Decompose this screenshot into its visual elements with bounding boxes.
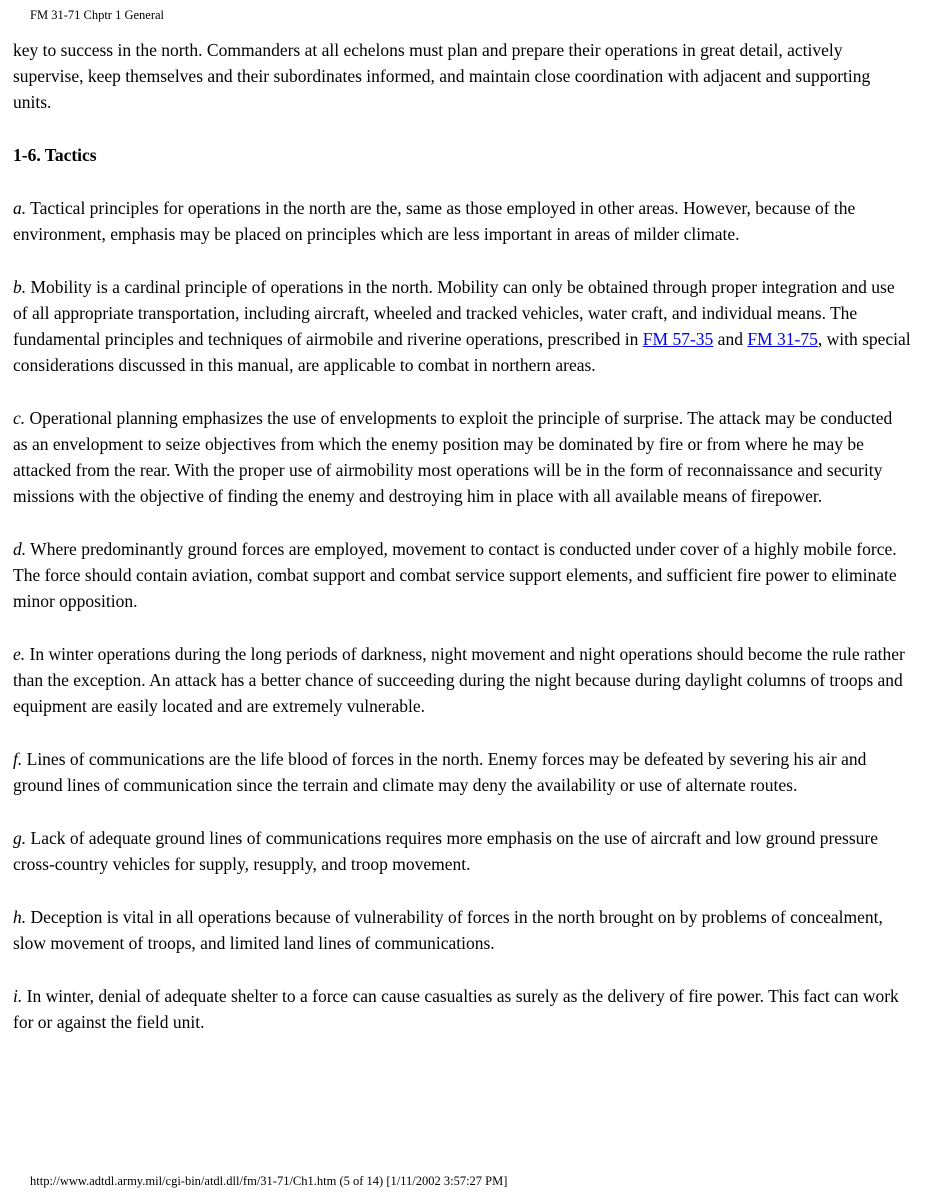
paragraph-e-text: In winter operations during the long periods of darkness, night movement and night operations should become the rule rather than the exception. An attack has a better chance of succeeding during the night because during daylight columns of troops and equipment are easily located and are extremely vulnerable. — [13, 644, 905, 716]
paragraph-e — [13, 641, 911, 719]
paragraph-b — [13, 274, 911, 378]
section-heading: 1-6. Tactics — [13, 145, 97, 165]
link-fm-31-75[interactable]: FM 31-75 — [747, 329, 818, 349]
paragraph-e-label: e. — [13, 644, 26, 664]
paragraph-h-text: Deception is vital in all operations because of vulnerability of forces in the north brought on by problems of concealment, slow movement of troops, and limited land lines of communications. — [13, 907, 883, 953]
paragraph-i-label: i. — [13, 986, 23, 1006]
paragraph-a-text: Tactical principles for operations in the north are the, same as those employed in other areas. However, because of the environment, emphasis may be placed on principles which are less important in areas of milder climate. — [13, 198, 856, 244]
paragraph-h — [13, 904, 911, 956]
paragraph-b-text-2: and — [713, 329, 748, 349]
paragraph-i — [13, 983, 911, 1035]
paragraph-f-label: f. — [13, 749, 23, 769]
paragraph-a-label: a. — [13, 198, 27, 218]
paragraph-b-label: b. — [13, 277, 27, 297]
paragraph-c-label: c. — [13, 408, 26, 428]
document-footer-url: http://www.adtdl.army.mil/cgi-bin/atdl.dll/fm/31-71/Ch1.htm (5 of 14) [1/11/2002 3:57:27 PM] — [30, 1174, 508, 1188]
paragraph-d — [13, 536, 911, 614]
paragraph-g-label: g. — [13, 828, 27, 848]
paragraph-a — [13, 195, 911, 247]
document-body — [13, 37, 911, 1062]
paragraph-g-text: Lack of adequate ground lines of communications requires more emphasis on the use of aircraft and low ground pressure cross-country vehicles for supply, resupply, and troop movement. — [13, 828, 879, 874]
intro-paragraph: key to success in the north. Commanders at all echelons must plan and prepare their operations in great detail, actively supervise, keep themselves and their subordinates informed, and maintain close coordination with adjacent and supporting units. — [13, 40, 871, 112]
paragraph-b-text-1: Mobility is a cardinal principle of operations in the north. Mobility can only be obtained through proper integration and use of all appropriate transportation, including aircraft, wheeled and tracked vehicles, water craft, and individual means. The fundamental principles and techniques of airmobile and riverine operations, prescribed in — [13, 277, 895, 349]
paragraph-d-label: d. — [13, 539, 27, 559]
paragraph-c — [13, 405, 911, 509]
paragraph-f-text: Lines of communications are the life blood of forces in the north. Enemy forces may be defeated by severing his air and ground lines of communication since the terrain and climate may deny the availability or use of alternate routes. — [13, 749, 867, 795]
paragraph-d-text: Where predominantly ground forces are employed, movement to contact is conducted under cover of a highly mobile force. The force should contain aviation, combat support and combat service support elements, and sufficient fire power to eliminate minor opposition. — [13, 539, 897, 611]
paragraph-h-label: h. — [13, 907, 27, 927]
paragraph-b-text-3: , with special considerations discussed in this manual, are applicable to combat in northern areas. — [13, 329, 911, 375]
paragraph-c-text: Operational planning emphasizes the use of envelopments to exploit the principle of surprise. The attack may be conducted as an envelopment to seize objectives from which the enemy position may be dominated by fire or from where he may be attacked from the rear. With the proper use of airmobility most operations will be in the form of reconnaissance and security missions with the objective of finding the enemy and destroying him in place with all available means of firepower. — [13, 408, 893, 506]
link-fm-57-35[interactable]: FM 57-35 — [642, 329, 714, 349]
paragraph-i-text: In winter, denial of adequate shelter to a force can cause casualties as surely as the delivery of fire power. This fact can work for or against the field unit. — [13, 986, 899, 1032]
paragraph-g — [13, 825, 911, 877]
paragraph-f — [13, 746, 911, 798]
document-header-title: FM 31-71 Chptr 1 General — [30, 8, 165, 22]
